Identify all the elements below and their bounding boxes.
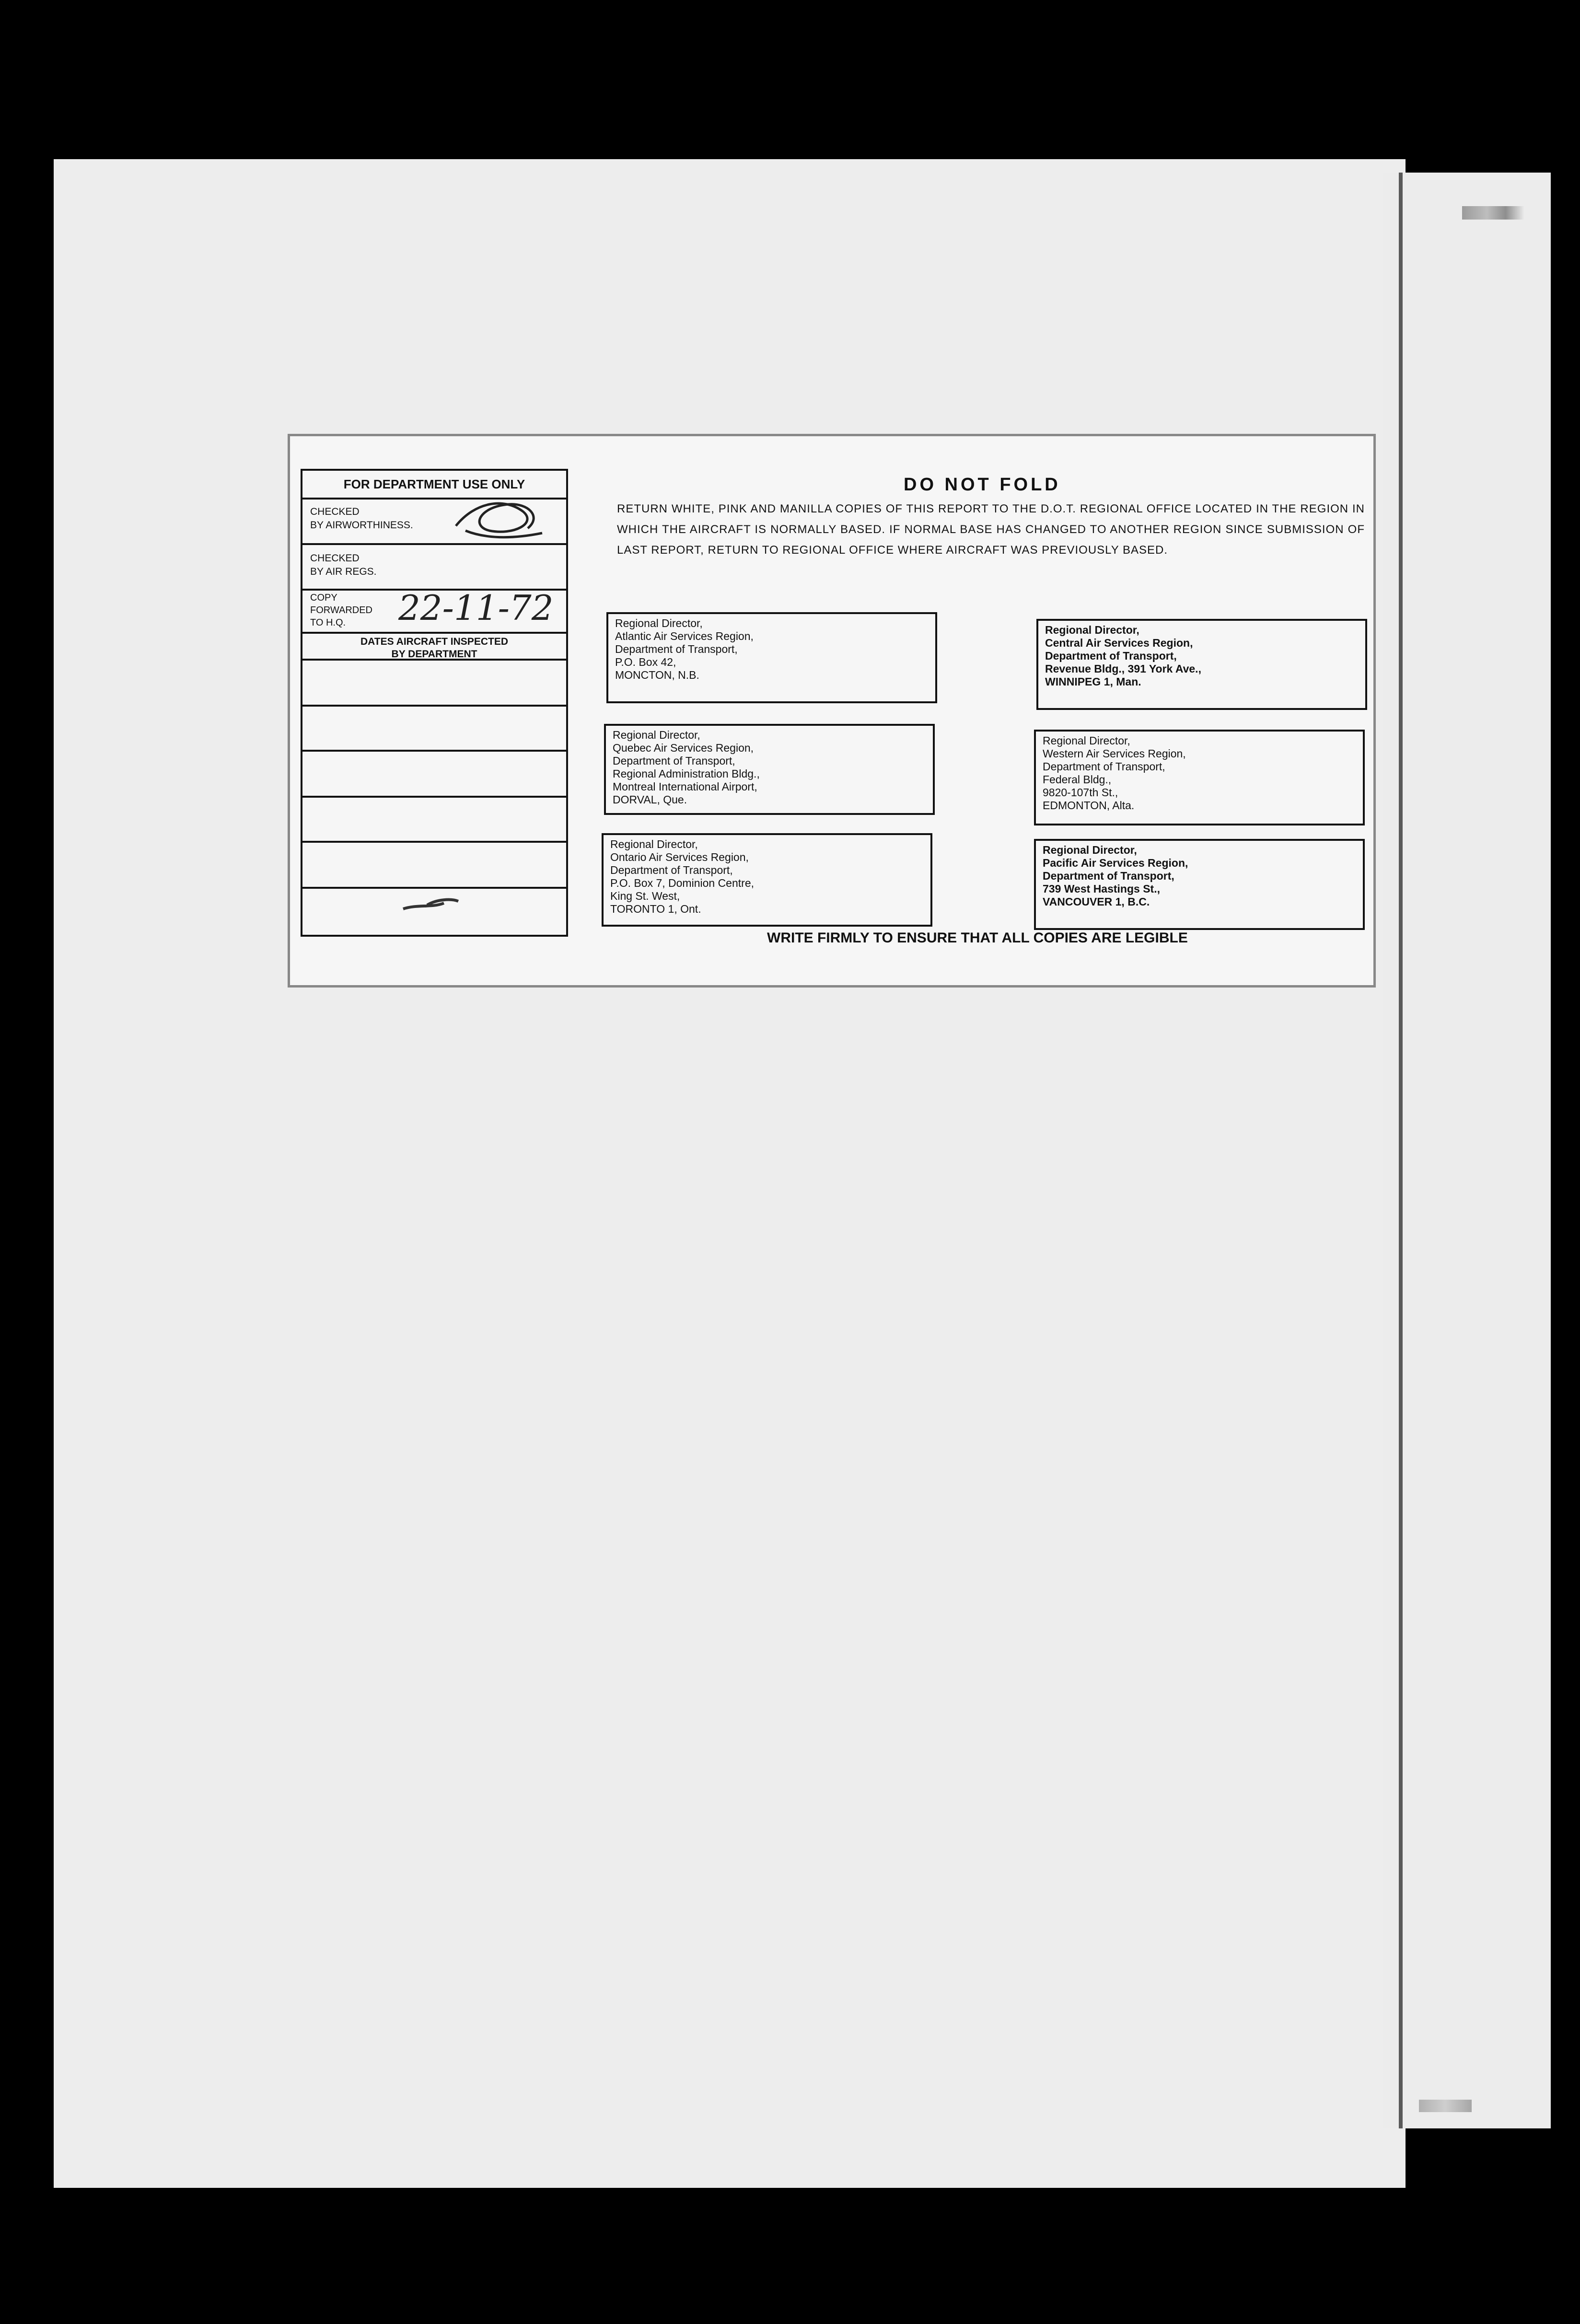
address-atlantic-region bbox=[606, 612, 937, 703]
address-pacific-region bbox=[1034, 839, 1365, 930]
scan-smudge bbox=[1419, 2100, 1472, 2112]
address-line: King St. West, bbox=[610, 890, 680, 902]
dates-header-line1: DATES AIRCRAFT INSPECTED bbox=[360, 636, 508, 647]
address-line: Regional Director, bbox=[1045, 624, 1139, 636]
do-not-fold-title: DO NOT FOLD bbox=[904, 475, 1061, 495]
forwarded-label: FORWARDED bbox=[310, 605, 372, 616]
initials-signature bbox=[446, 483, 547, 545]
address-line: Central Air Services Region, bbox=[1045, 637, 1193, 649]
address-line: MONCTON, N.B. bbox=[615, 669, 699, 681]
address-line: Federal Bldg., bbox=[1043, 773, 1112, 786]
address-central-region bbox=[1036, 619, 1367, 710]
address-line: P.O. Box 42, bbox=[615, 656, 676, 668]
checked-airworthiness-row bbox=[302, 500, 566, 545]
page-edge-line bbox=[1399, 173, 1403, 2128]
address-line: Regional Director, bbox=[1043, 844, 1137, 856]
address-line: Department of Transport, bbox=[613, 755, 735, 767]
address-line: Regional Director, bbox=[615, 617, 703, 629]
dates-inspected-header bbox=[302, 634, 566, 662]
scan-smudge bbox=[1462, 206, 1524, 220]
address-line: EDMONTON, Alta. bbox=[1043, 799, 1135, 812]
address-line: Regional Director, bbox=[613, 729, 700, 741]
address-line: TORONTO 1, Ont. bbox=[610, 903, 701, 915]
date-entry-row bbox=[302, 843, 566, 889]
address-western-region bbox=[1034, 730, 1365, 825]
address-line: P.O. Box 7, Dominion Centre, bbox=[610, 877, 754, 889]
date-entry-row bbox=[302, 798, 566, 843]
address-ontario-region bbox=[602, 833, 932, 927]
address-line: Department of Transport, bbox=[610, 864, 733, 876]
return-instructions-text: RETURN WHITE, PINK AND MANILLA COPIES OF THIS REPORT TO THE D.O.T. REGIONAL OFFICE LOCATED IN THE REGION IN WHICH THE AIRCRAFT IS NORMALLY BASED. IF NORMAL BASE HAS CHANGED TO ANOTHER REGION SINCE SUBMISSION OF LAST REPORT, RETURN TO REGIONAL OFFICE WHERE AIRCRAFT WAS PREVIOUSLY BASED. bbox=[617, 502, 1365, 557]
by-air-regs-label: BY AIR REGS. bbox=[310, 566, 377, 577]
address-line: Atlantic Air Services Region, bbox=[615, 630, 754, 642]
to-hq-label: TO H.Q. bbox=[310, 617, 346, 628]
dates-header-line2: BY DEPARTMENT bbox=[391, 649, 477, 660]
return-instructions-card bbox=[288, 434, 1376, 988]
address-line: VANCOUVER 1, B.C. bbox=[1043, 895, 1150, 908]
date-entry-row bbox=[302, 752, 566, 798]
by-airworthiness-label: BY AIRWORTHINESS. bbox=[310, 520, 413, 531]
address-line: 9820-107th St., bbox=[1043, 786, 1118, 799]
address-line: Pacific Air Services Region, bbox=[1043, 857, 1188, 869]
checked-air-regs-row bbox=[302, 545, 566, 591]
write-firmly-footer: WRITE FIRMLY TO ENSURE THAT ALL COPIES ARE LEGIBLE bbox=[767, 930, 1188, 946]
department-use-box bbox=[301, 469, 568, 937]
department-use-header: FOR DEPARTMENT USE ONLY bbox=[302, 471, 566, 500]
checked-label: CHECKED bbox=[310, 553, 360, 564]
address-line: Western Air Services Region, bbox=[1043, 747, 1186, 760]
address-quebec-region bbox=[604, 724, 935, 815]
address-line: Department of Transport, bbox=[1043, 760, 1165, 773]
address-line: Regional Administration Bldg., bbox=[613, 767, 760, 780]
checked-label: CHECKED bbox=[310, 506, 360, 517]
date-entry-row bbox=[302, 889, 566, 935]
address-line: 739 West Hastings St., bbox=[1043, 883, 1160, 895]
address-line: Quebec Air Services Region, bbox=[613, 742, 754, 754]
address-line: Ontario Air Services Region, bbox=[610, 851, 749, 863]
date-entry-row bbox=[302, 661, 566, 707]
address-line: WINNIPEG 1, Man. bbox=[1045, 675, 1141, 688]
forwarded-date-handwritten: 22-11-72 bbox=[398, 588, 554, 628]
address-line: Regional Director, bbox=[610, 838, 698, 850]
address-line: DORVAL, Que. bbox=[613, 793, 687, 806]
ink-mark bbox=[398, 895, 461, 914]
copy-forwarded-row bbox=[302, 588, 566, 634]
address-line: Department of Transport, bbox=[1043, 870, 1174, 882]
address-line: Revenue Bldg., 391 York Ave., bbox=[1045, 662, 1201, 675]
address-line: Montreal International Airport, bbox=[613, 780, 757, 793]
address-line: Department of Transport, bbox=[1045, 650, 1177, 662]
address-line: Department of Transport, bbox=[615, 643, 738, 655]
copy-label: COPY bbox=[310, 593, 337, 603]
address-line: Regional Director, bbox=[1043, 734, 1130, 747]
page-edge-strip bbox=[1383, 173, 1551, 2128]
date-entry-row bbox=[302, 707, 566, 752]
